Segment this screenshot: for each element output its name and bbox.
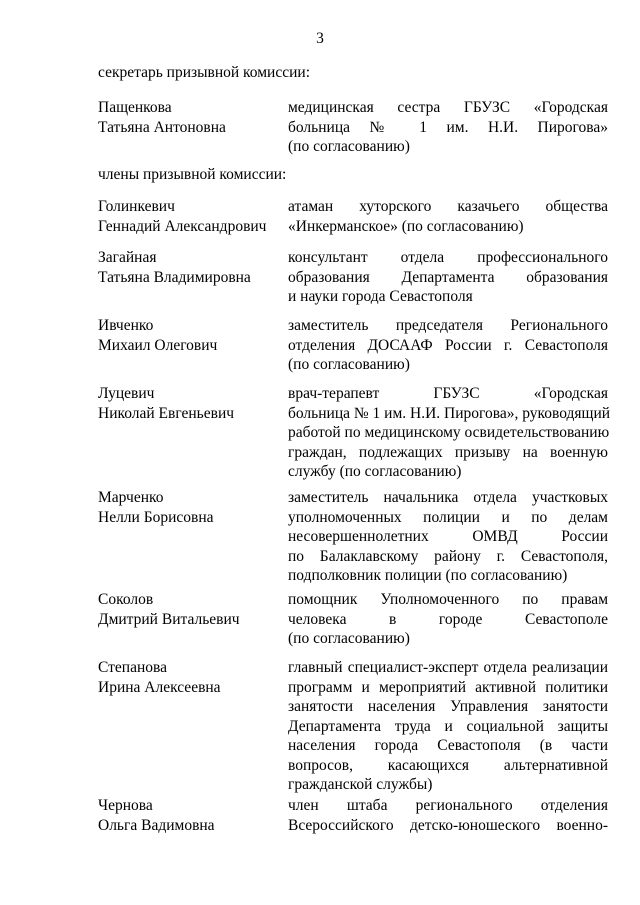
person-name xyxy=(98,658,278,697)
role-line: подполковник полиции (по согласованию) xyxy=(288,567,568,584)
role-line: граждан, подлежащих призыву на военную xyxy=(288,443,608,461)
person-role xyxy=(288,590,608,649)
given-names: Татьяна Антоновна xyxy=(98,118,226,136)
role-line: заместитель председателя Регионального xyxy=(288,317,608,334)
role-line: образования Департамента образования xyxy=(288,268,608,286)
role-line: медицинская сестра ГБУЗС «Городская xyxy=(288,99,608,116)
given-names: Ирина Алексеевна xyxy=(98,678,221,696)
surname: Голинкевич xyxy=(98,198,175,215)
role-line: программ и мероприятий активной политики xyxy=(288,678,608,696)
role-line: член штаба регионального отделения xyxy=(288,797,608,814)
surname: Чернова xyxy=(98,797,153,814)
surname: Луцевич xyxy=(98,385,155,402)
role-line: службу (по согласованию) xyxy=(288,463,462,480)
surname: Соколов xyxy=(98,591,154,608)
role-line: (по согласованию) xyxy=(288,356,410,373)
role-line: человека в городе Севастополе xyxy=(288,610,608,628)
surname: Марченко xyxy=(98,489,164,506)
role-line: атаман хуторского казачьего общества xyxy=(288,198,608,215)
person-name xyxy=(98,384,278,423)
role-line: занятости населения Управления занятости xyxy=(288,698,608,715)
person-role xyxy=(288,384,611,482)
person-role xyxy=(288,658,608,795)
role-line: Всероссийского детско-юношеского военно- xyxy=(288,816,608,834)
role-line: работой по медицинскому освидетельствованию xyxy=(288,424,610,441)
given-names: Ольга Вадимовна xyxy=(98,816,215,834)
role-line: вопросов, касающихся альтернативной xyxy=(288,756,608,774)
role-line: населения города Севастополя (в части xyxy=(288,737,608,754)
surname: Пащенкова xyxy=(98,99,172,116)
person-name xyxy=(98,488,278,527)
person-name xyxy=(98,248,278,287)
person-name xyxy=(98,197,278,236)
person-name xyxy=(98,796,278,835)
given-names: Татьяна Владимировна xyxy=(98,268,251,286)
given-names: Дмитрий Витальевич xyxy=(98,610,240,628)
members-heading: члены призывной комиссии: xyxy=(98,166,287,183)
person-name xyxy=(98,590,278,629)
role-line: больница № 1 им. Н.И. Пирогова», руководящий xyxy=(288,404,611,422)
given-names: Геннадий Александрович xyxy=(98,217,267,235)
role-line: гражданской службы) xyxy=(288,776,433,793)
given-names: Николай Евгеньевич xyxy=(98,404,235,422)
surname: Загайная xyxy=(98,249,157,266)
person-role xyxy=(288,316,608,375)
role-line: консультант отдела профессионального xyxy=(288,249,608,266)
person-role xyxy=(288,248,608,307)
role-line: и науки города Севастополя xyxy=(288,288,473,305)
surname: Ивченко xyxy=(98,317,154,334)
page-number: 3 xyxy=(316,30,324,47)
role-line: несовершеннолетних ОМВД России xyxy=(288,528,608,545)
role-line: помощник Уполномоченного по правам xyxy=(288,591,608,608)
role-line: больница № 1 им. Н.И. Пирогова» xyxy=(288,118,608,136)
role-line: заместитель начальника отдела участковых xyxy=(288,489,608,506)
person-role xyxy=(288,796,608,835)
given-names: Нелли Борисовна xyxy=(98,508,214,526)
person-name xyxy=(98,316,278,355)
given-names: Михаил Олегович xyxy=(98,336,218,354)
person-role xyxy=(288,488,608,586)
person-role xyxy=(288,98,608,157)
role-line: отделения ДОСААФ России г. Севастополя xyxy=(288,336,608,354)
role-line: по Балаклавскому району г. Севастополя, xyxy=(288,547,608,565)
role-line: уполномоченных полиции и по делам xyxy=(288,508,608,526)
role-line: (по согласованию) xyxy=(288,138,410,155)
person-name xyxy=(98,98,278,137)
role-line: (по согласованию) xyxy=(288,630,410,647)
role-line: Департамента труда и социальной защиты xyxy=(288,717,608,735)
secretary-heading: секретарь призывной комиссии: xyxy=(98,64,311,81)
surname: Степанова xyxy=(98,659,168,676)
person-role xyxy=(288,197,608,236)
role-line: «Инкерманское» (по согласованию) xyxy=(288,217,524,235)
role-line: главный специалист-эксперт отдела реализации xyxy=(288,659,608,676)
role-line: врач-терапевт ГБУЗС «Городская xyxy=(288,385,608,402)
